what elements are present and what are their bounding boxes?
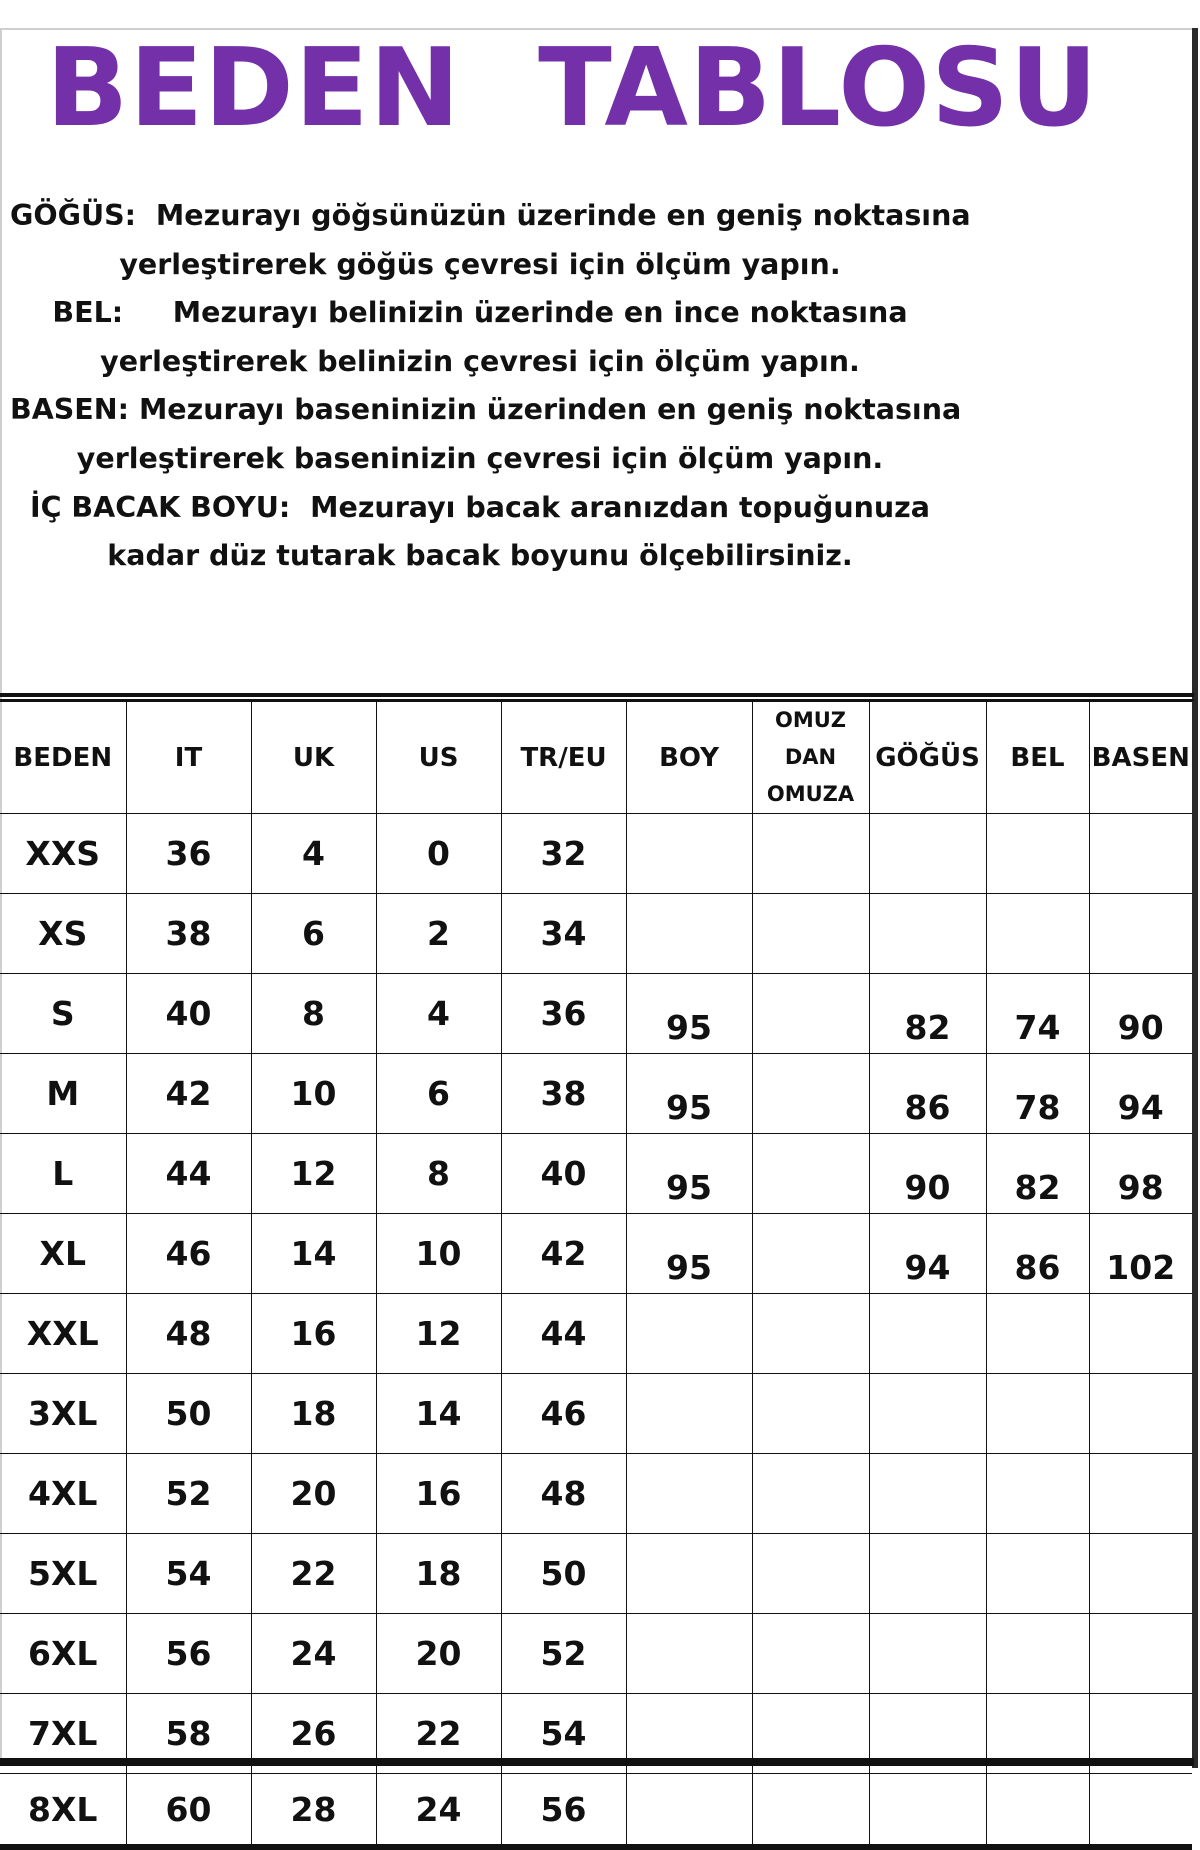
cell-beden: L bbox=[0, 1134, 126, 1214]
header-uk: UK bbox=[251, 702, 376, 814]
cell-basen bbox=[1089, 814, 1192, 894]
cell-basen bbox=[1089, 1294, 1192, 1374]
cell-omuz-dan-omuza bbox=[752, 1054, 869, 1134]
header-omuz-line: OMUZ bbox=[774, 708, 847, 732]
cell-gogus bbox=[869, 1614, 986, 1694]
header-beden: BEDEN bbox=[0, 702, 126, 814]
cell-bel bbox=[986, 894, 1089, 974]
cell-boy bbox=[626, 1774, 752, 1848]
table-row bbox=[0, 1134, 1192, 1214]
cell-uk: 12 bbox=[251, 1134, 376, 1214]
table-row bbox=[0, 1614, 1192, 1694]
cell-tr-eu: 56 bbox=[501, 1774, 626, 1848]
cell-us: 12 bbox=[376, 1294, 501, 1374]
header-omuz-dan-omuza bbox=[752, 702, 869, 814]
cell-uk: 10 bbox=[251, 1054, 376, 1134]
cell-gogus bbox=[869, 814, 986, 894]
instruction-line: yerleştirerek baseninizin çevresi için ölçüm yapın. bbox=[76, 441, 884, 475]
header-omuz-line: DAN bbox=[784, 745, 837, 769]
cell-beden: M bbox=[0, 1054, 126, 1134]
cell-us: 18 bbox=[376, 1534, 501, 1614]
cell-tr-eu: 54 bbox=[501, 1694, 626, 1774]
cell-it: 42 bbox=[126, 1054, 251, 1134]
cell-tr-eu: 48 bbox=[501, 1454, 626, 1534]
cell-bel bbox=[986, 1374, 1089, 1454]
cell-omuz-dan-omuza bbox=[752, 814, 869, 894]
cell-bel: 74 bbox=[986, 974, 1089, 1054]
cell-omuz-dan-omuza bbox=[752, 1614, 869, 1694]
cell-us: 4 bbox=[376, 974, 501, 1054]
header-boy: BOY bbox=[626, 702, 752, 814]
header-tr-eu: TR/EU bbox=[501, 702, 626, 814]
cell-boy bbox=[626, 1614, 752, 1694]
cell-bel: 82 bbox=[986, 1134, 1089, 1214]
instruction-line: BASEN: Mezurayı baseninizin üzerinden en geniş noktasına bbox=[10, 393, 962, 427]
instruction-line: kadar düz tutarak bacak boyunu ölçebilirsiniz. bbox=[107, 539, 853, 573]
cell-gogus: 82 bbox=[869, 974, 986, 1054]
page-title: BEDEN TABLOSU bbox=[46, 26, 1099, 151]
cell-uk: 4 bbox=[251, 814, 376, 894]
cell-beden: 4XL bbox=[0, 1454, 126, 1534]
cell-basen bbox=[1089, 1374, 1192, 1454]
cell-boy bbox=[626, 1534, 752, 1614]
cell-omuz-dan-omuza bbox=[752, 1134, 869, 1214]
size-table bbox=[0, 701, 1192, 1850]
cell-basen: 90 bbox=[1089, 974, 1192, 1054]
table-row bbox=[0, 1774, 1192, 1848]
instruction-line: yerleştirerek belinizin çevresi için ölçüm yapın. bbox=[100, 344, 860, 378]
cell-boy: 95 bbox=[626, 1214, 752, 1294]
cell-tr-eu: 50 bbox=[501, 1534, 626, 1614]
cell-omuz-dan-omuza bbox=[752, 974, 869, 1054]
cell-basen bbox=[1089, 1454, 1192, 1534]
table-bottom-rule bbox=[0, 1758, 1194, 1766]
header-gogus: GÖĞÜS bbox=[869, 702, 986, 814]
cell-bel bbox=[986, 1534, 1089, 1614]
cell-it: 44 bbox=[126, 1134, 251, 1214]
cell-boy: 95 bbox=[626, 1054, 752, 1134]
instruction-line: BEL: Mezurayı belinizin üzerinde en ince noktasına bbox=[52, 296, 908, 330]
cell-omuz-dan-omuza bbox=[752, 1454, 869, 1534]
table-top-rule bbox=[0, 693, 1194, 697]
cell-bel bbox=[986, 1774, 1089, 1848]
cell-boy bbox=[626, 1374, 752, 1454]
cell-bel bbox=[986, 814, 1089, 894]
cell-gogus bbox=[869, 1294, 986, 1374]
cell-us: 24 bbox=[376, 1774, 501, 1848]
header-basen: BASEN bbox=[1089, 702, 1192, 814]
table-header-row bbox=[0, 702, 1192, 814]
cell-it: 36 bbox=[126, 814, 251, 894]
cell-beden: 8XL bbox=[0, 1774, 126, 1848]
header-us: US bbox=[376, 702, 501, 814]
cell-omuz-dan-omuza bbox=[752, 1294, 869, 1374]
cell-tr-eu: 46 bbox=[501, 1374, 626, 1454]
cell-uk: 6 bbox=[251, 894, 376, 974]
cell-beden: S bbox=[0, 974, 126, 1054]
cell-bel bbox=[986, 1614, 1089, 1694]
cell-boy: 95 bbox=[626, 1134, 752, 1214]
cell-us: 16 bbox=[376, 1454, 501, 1534]
instruction-line: İÇ BACAK BOYU: Mezurayı bacak aranızdan topuğunuza bbox=[29, 490, 931, 524]
cell-tr-eu: 36 bbox=[501, 974, 626, 1054]
table-row bbox=[0, 814, 1192, 894]
cell-it: 40 bbox=[126, 974, 251, 1054]
cell-basen bbox=[1089, 1614, 1192, 1694]
sheet-edge-shadow bbox=[1192, 28, 1198, 1768]
cell-gogus bbox=[869, 1534, 986, 1614]
cell-uk: 22 bbox=[251, 1534, 376, 1614]
cell-gogus: 90 bbox=[869, 1134, 986, 1214]
cell-beden: XXL bbox=[0, 1294, 126, 1374]
cell-it: 48 bbox=[126, 1294, 251, 1374]
cell-it: 54 bbox=[126, 1534, 251, 1614]
cell-basen: 102 bbox=[1089, 1214, 1192, 1294]
cell-beden: 5XL bbox=[0, 1534, 126, 1614]
cell-beden: 3XL bbox=[0, 1374, 126, 1454]
cell-us: 10 bbox=[376, 1214, 501, 1294]
cell-gogus bbox=[869, 1774, 986, 1848]
cell-us: 20 bbox=[376, 1614, 501, 1694]
cell-gogus: 86 bbox=[869, 1054, 986, 1134]
table-row bbox=[0, 894, 1192, 974]
cell-beden: 7XL bbox=[0, 1694, 126, 1774]
cell-tr-eu: 52 bbox=[501, 1614, 626, 1694]
cell-tr-eu: 32 bbox=[501, 814, 626, 894]
table-row bbox=[0, 1054, 1192, 1134]
instruction-line: yerleştirerek göğüs çevresi için ölçüm yapın. bbox=[119, 247, 841, 281]
cell-basen: 98 bbox=[1089, 1134, 1192, 1214]
cell-omuz-dan-omuza bbox=[752, 894, 869, 974]
cell-bel bbox=[986, 1294, 1089, 1374]
cell-uk: 16 bbox=[251, 1294, 376, 1374]
cell-it: 60 bbox=[126, 1774, 251, 1848]
cell-us: 22 bbox=[376, 1694, 501, 1774]
cell-gogus: 94 bbox=[869, 1214, 986, 1294]
cell-boy bbox=[626, 1454, 752, 1534]
cell-boy: 95 bbox=[626, 974, 752, 1054]
table-row bbox=[0, 1374, 1192, 1454]
cell-uk: 14 bbox=[251, 1214, 376, 1294]
cell-beden: 6XL bbox=[0, 1614, 126, 1694]
header-bel: BEL bbox=[986, 702, 1089, 814]
cell-it: 50 bbox=[126, 1374, 251, 1454]
cell-beden: XXS bbox=[0, 814, 126, 894]
cell-it: 58 bbox=[126, 1694, 251, 1774]
cell-omuz-dan-omuza bbox=[752, 1534, 869, 1614]
cell-uk: 24 bbox=[251, 1614, 376, 1694]
cell-it: 52 bbox=[126, 1454, 251, 1534]
cell-basen bbox=[1089, 1534, 1192, 1614]
cell-uk: 26 bbox=[251, 1694, 376, 1774]
cell-tr-eu: 38 bbox=[501, 1054, 626, 1134]
cell-basen: 94 bbox=[1089, 1054, 1192, 1134]
cell-gogus bbox=[869, 1454, 986, 1534]
instruction-line: GÖĞÜS: Mezurayı göğsünüzün üzerinde en geniş noktasına bbox=[10, 199, 971, 232]
table-body bbox=[0, 814, 1192, 1848]
cell-us: 14 bbox=[376, 1374, 501, 1454]
cell-bel: 86 bbox=[986, 1214, 1089, 1294]
cell-bel: 78 bbox=[986, 1054, 1089, 1134]
table-row bbox=[0, 1214, 1192, 1294]
cell-bel bbox=[986, 1454, 1089, 1534]
cell-tr-eu: 34 bbox=[501, 894, 626, 974]
cell-beden: XS bbox=[0, 894, 126, 974]
cell-us: 0 bbox=[376, 814, 501, 894]
table-row bbox=[0, 974, 1192, 1054]
cell-basen bbox=[1089, 1774, 1192, 1848]
cell-tr-eu: 40 bbox=[501, 1134, 626, 1214]
cell-uk: 8 bbox=[251, 974, 376, 1054]
cell-beden: XL bbox=[0, 1214, 126, 1294]
table-row bbox=[0, 1534, 1192, 1614]
cell-boy bbox=[626, 1294, 752, 1374]
cell-basen bbox=[1089, 894, 1192, 974]
table-row bbox=[0, 1454, 1192, 1534]
cell-tr-eu: 42 bbox=[501, 1214, 626, 1294]
table-row bbox=[0, 1294, 1192, 1374]
cell-it: 56 bbox=[126, 1614, 251, 1694]
cell-uk: 18 bbox=[251, 1374, 376, 1454]
cell-omuz-dan-omuza bbox=[752, 1774, 869, 1848]
cell-omuz-dan-omuza bbox=[752, 1374, 869, 1454]
cell-gogus bbox=[869, 1374, 986, 1454]
cell-us: 2 bbox=[376, 894, 501, 974]
cell-it: 46 bbox=[126, 1214, 251, 1294]
header-it: IT bbox=[126, 702, 251, 814]
cell-uk: 20 bbox=[251, 1454, 376, 1534]
cell-tr-eu: 44 bbox=[501, 1294, 626, 1374]
cell-us: 6 bbox=[376, 1054, 501, 1134]
cell-boy bbox=[626, 814, 752, 894]
cell-us: 8 bbox=[376, 1134, 501, 1214]
cell-it: 38 bbox=[126, 894, 251, 974]
measurement-instructions bbox=[10, 192, 971, 581]
cell-boy bbox=[626, 894, 752, 974]
cell-omuz-dan-omuza bbox=[752, 1214, 869, 1294]
header-omuz-line: OMUZA bbox=[766, 782, 855, 806]
cell-gogus bbox=[869, 894, 986, 974]
cell-uk: 28 bbox=[251, 1774, 376, 1848]
